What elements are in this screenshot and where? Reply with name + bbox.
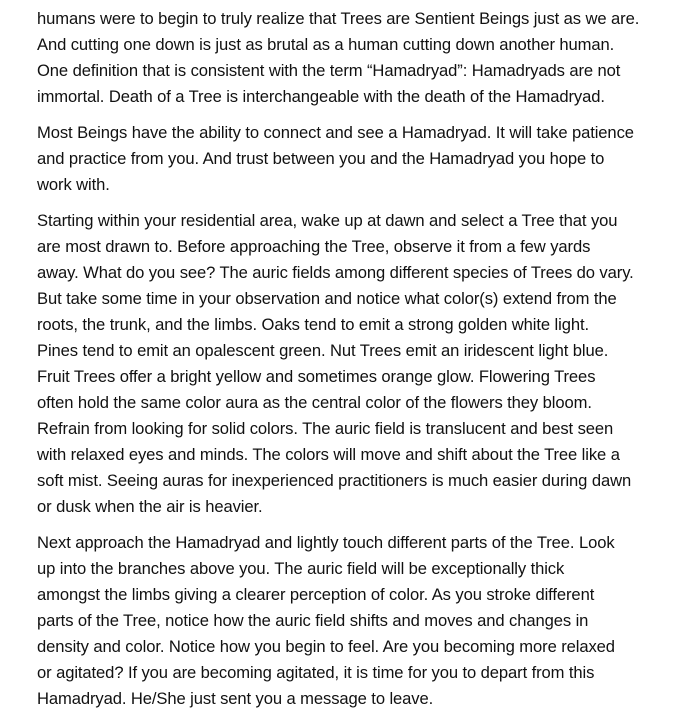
text-line: up into the branches above you. The auric field will be exceptionally thick — [37, 559, 565, 578]
text-line: and practice from you. And trust between you and the Hamadryad you hope to — [37, 149, 605, 168]
text-line: Refrain from looking for solid colors. The auric field is translucent and best seen — [37, 419, 614, 438]
paragraph-4 — [37, 530, 677, 712]
text-line: density and color. Notice how you begin to feel. Are you becoming more relaxed — [37, 637, 615, 656]
text-line: or dusk when the air is heavier. — [37, 497, 263, 516]
text-line: away. What do you see? The auric fields among different species of Trees do vary. — [37, 263, 634, 282]
text-line: And cutting one down is just as brutal as a human cutting down another human. — [37, 35, 615, 54]
text-line: One definition that is consistent with the term “Hamadryad”: Hamadryads are not — [37, 61, 621, 80]
text-line: are most drawn to. Before approaching the Tree, observe it from a few yards — [37, 237, 591, 256]
text-line: Hamadryad. He/She just sent you a message to leave. — [37, 689, 434, 708]
text-line: Starting within your residential area, wake up at dawn and select a Tree that you — [37, 211, 618, 230]
paragraph-3 — [37, 208, 677, 520]
text-line: But take some time in your observation and notice what color(s) extend from the — [37, 289, 617, 308]
text-line: work with. — [37, 175, 110, 194]
document-page — [37, 6, 677, 722]
text-line: Most Beings have the ability to connect and see a Hamadryad. It will take patience — [37, 123, 634, 142]
paragraph-1 — [37, 6, 677, 110]
text-line: amongst the limbs giving a clearer perception of color. As you stroke different — [37, 585, 595, 604]
paragraph-2 — [37, 120, 677, 198]
text-line: parts of the Tree, notice how the auric field shifts and moves and changes in — [37, 611, 589, 630]
text-line: roots, the trunk, and the limbs. Oaks tend to emit a strong golden white light. — [37, 315, 589, 334]
text-line: soft mist. Seeing auras for inexperienced practitioners is much easier during dawn — [37, 471, 632, 490]
text-line: immortal. Death of a Tree is interchangeable with the death of the Hamadryad. — [37, 87, 605, 106]
text-line: Next approach the Hamadryad and lightly touch different parts of the Tree. Look — [37, 533, 615, 552]
text-line: Pines tend to emit an opalescent green. Nut Trees emit an iridescent light blue. — [37, 341, 609, 360]
text-line: with relaxed eyes and minds. The colors will move and shift about the Tree like a — [37, 445, 620, 464]
text-line: or agitated? If you are becoming agitated, it is time for you to depart from this — [37, 663, 595, 682]
text-line: humans were to begin to truly realize that Trees are Sentient Beings just as we are. — [37, 9, 640, 28]
text-line: often hold the same color aura as the central color of the flowers they bloom. — [37, 393, 592, 412]
text-line: Fruit Trees offer a bright yellow and sometimes orange glow. Flowering Trees — [37, 367, 596, 386]
